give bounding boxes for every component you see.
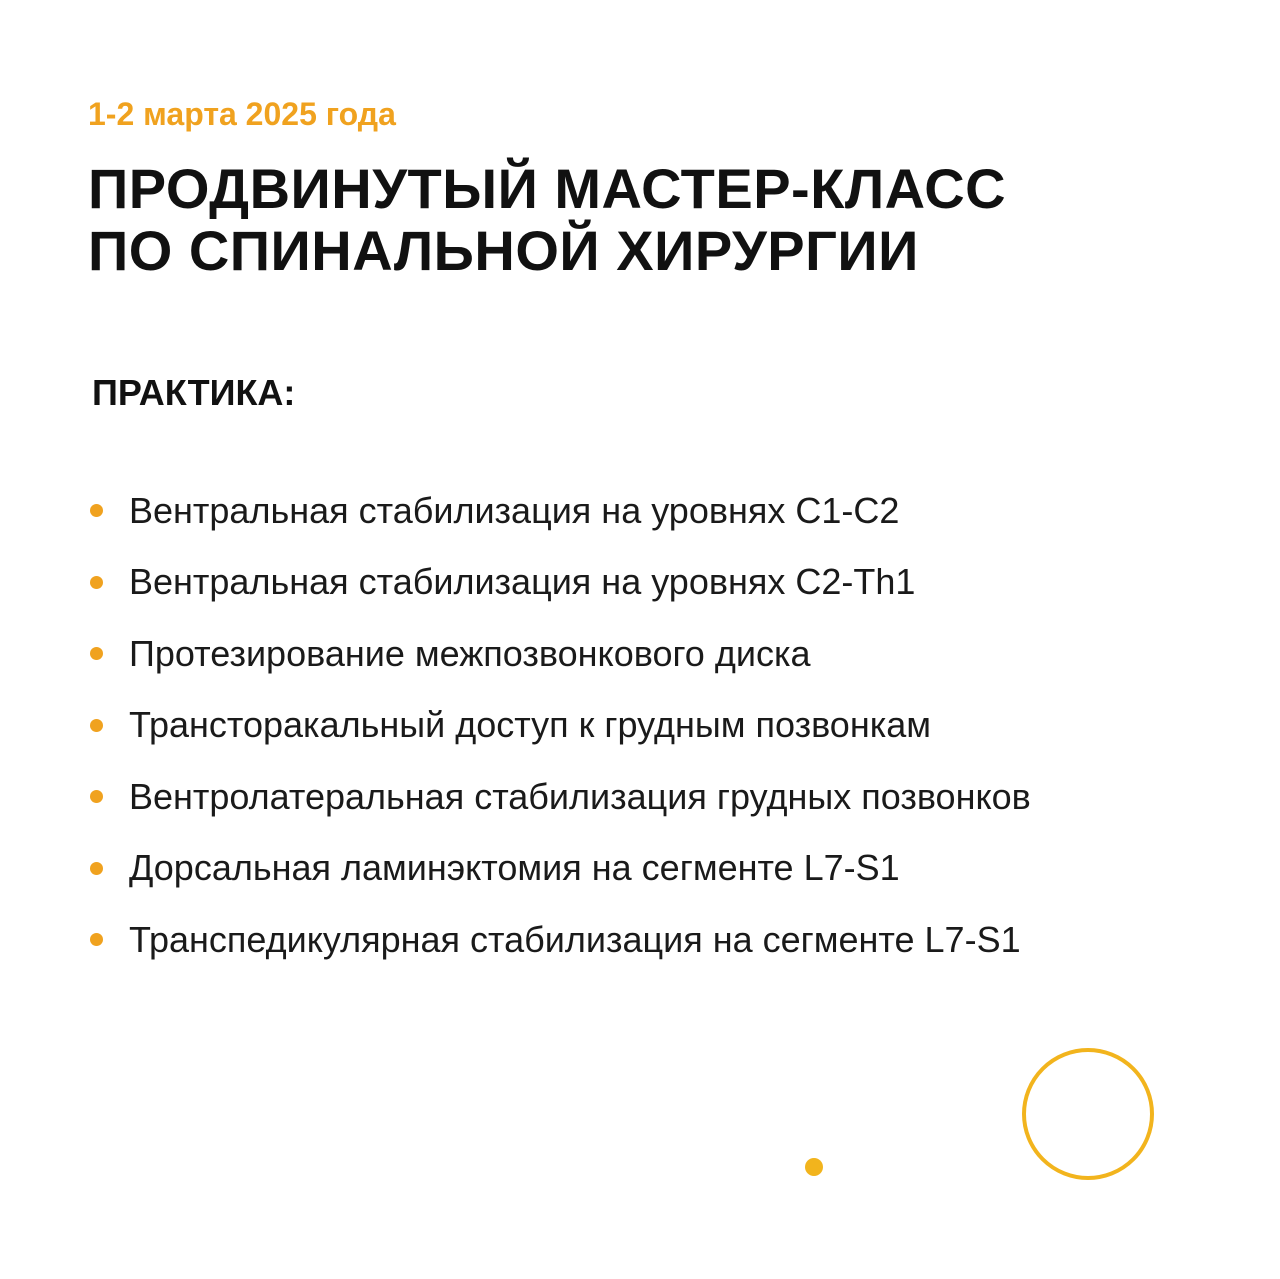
event-date: 1-2 марта 2025 года — [88, 96, 396, 132]
bullet-icon — [90, 719, 103, 732]
list-item-text: Дорсальная ламинэктомия на сегменте L7-S1 — [129, 847, 900, 889]
bullet-icon — [90, 647, 103, 660]
bullet-icon — [90, 933, 103, 946]
list-item-text: Протезирование межпозвонкового диска — [129, 632, 811, 674]
list-item-text: Транспедикулярная стабилизация на сегменте L7-S1 — [129, 918, 1021, 960]
bullet-icon — [90, 576, 103, 589]
list-item-text: Трансторакальный доступ к грудным позвонкам — [129, 704, 932, 746]
list-item — [90, 618, 1031, 690]
decorative-ring-icon — [1022, 1048, 1154, 1180]
list-item — [90, 547, 1031, 619]
list-item — [90, 761, 1031, 833]
list-item — [90, 475, 1031, 547]
list-item-text: Вентролатеральная стабилизация грудных позвонков — [129, 775, 1031, 817]
bullet-icon — [90, 790, 103, 803]
list-item — [90, 904, 1031, 976]
title-line-1: ПРОДВИНУТЫЙ МАСТЕР-КЛАСС — [88, 157, 1007, 220]
decorative-dot-icon — [805, 1158, 823, 1176]
list-item-text: Вентральная стабилизация на уровнях С1-С2 — [129, 489, 900, 531]
practice-list — [90, 475, 1031, 976]
section-heading: ПРАКТИКА: — [92, 372, 296, 413]
list-item-text: Вентральная стабилизация на уровнях С2-Th1 — [129, 561, 916, 603]
title-line-2: ПО СПИНАЛЬНОЙ ХИРУРГИИ — [88, 219, 919, 282]
bullet-icon — [90, 504, 103, 517]
bullet-icon — [90, 862, 103, 875]
page-title — [88, 158, 1006, 282]
list-item — [90, 690, 1031, 762]
list-item — [90, 833, 1031, 905]
